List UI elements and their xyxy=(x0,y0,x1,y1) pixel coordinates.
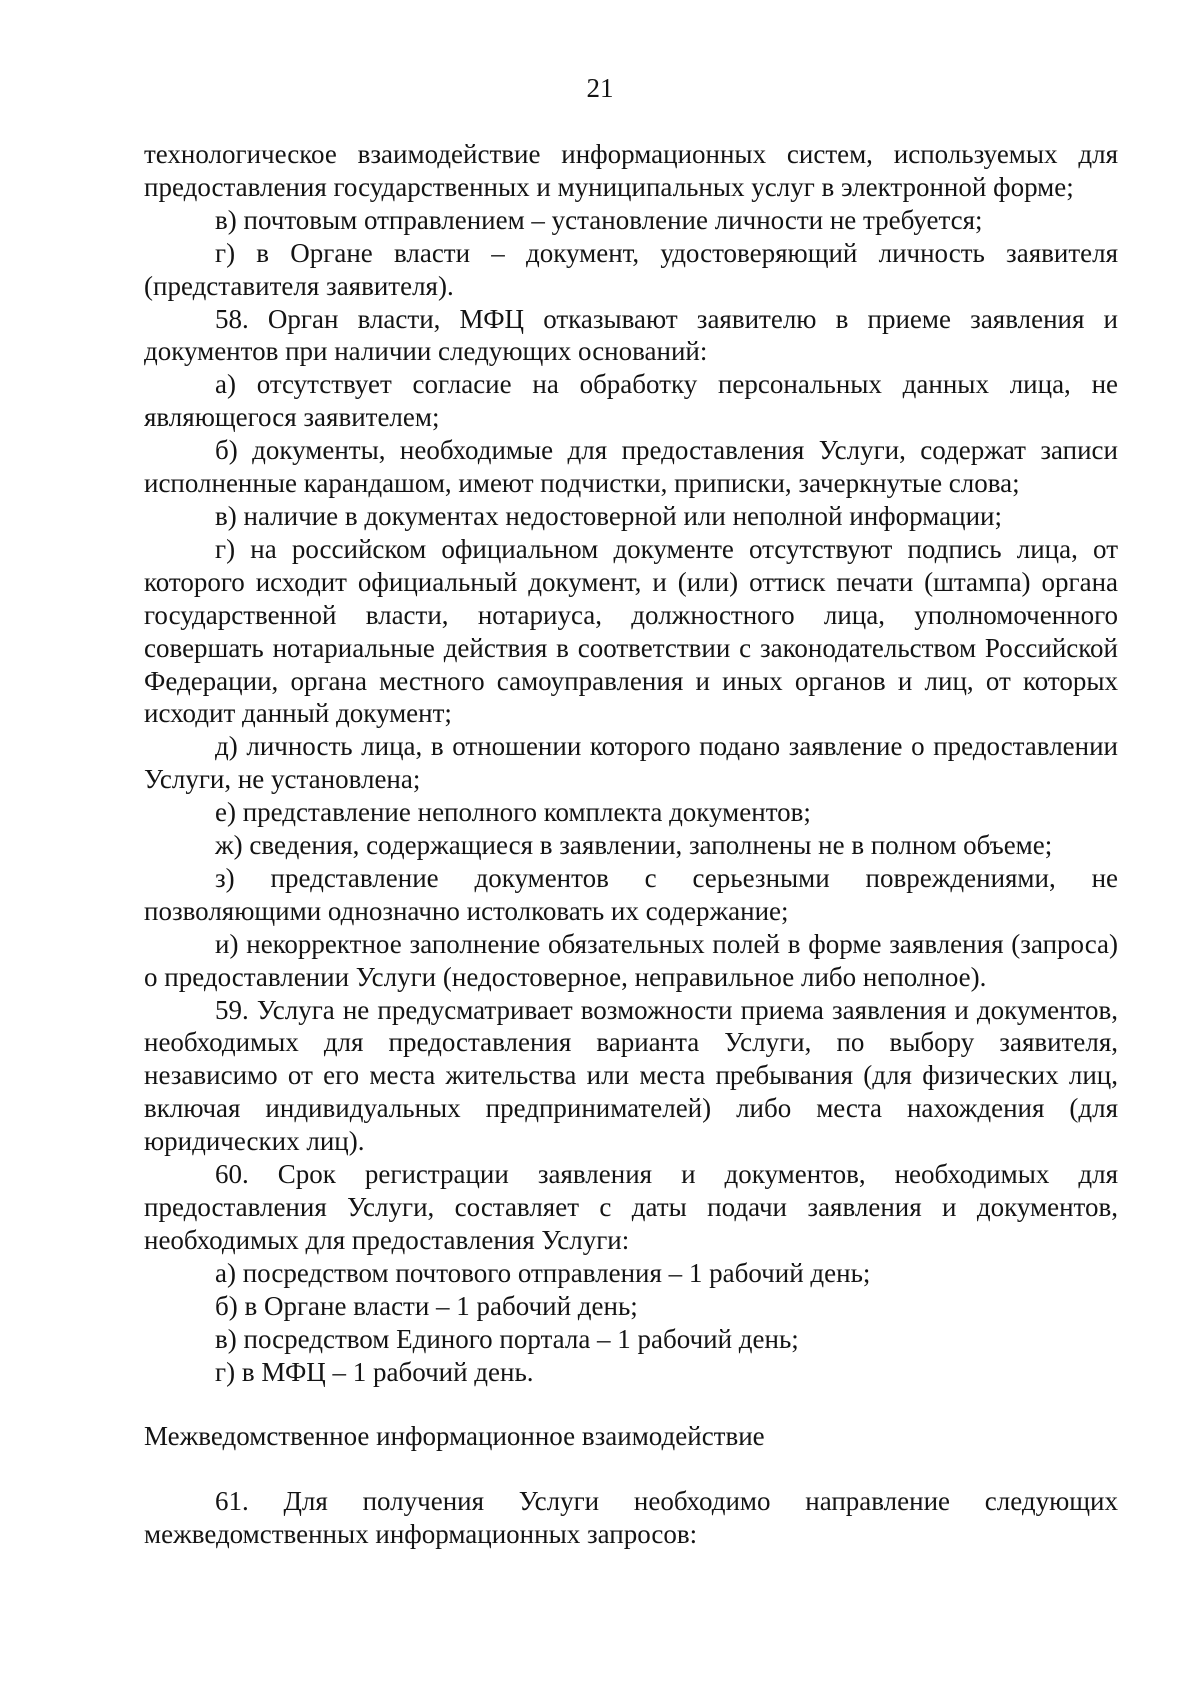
paragraph: а) посредством почтового отправления – 1 рабочий день; xyxy=(215,1257,871,1288)
paragraphs-after-heading xyxy=(144,1485,1118,1551)
paragraph: б) документы, необходимые для предоставления Услуги, содержат записи исполненные карандашом, имеют подчистки, приписки, зачеркнутые слова; xyxy=(144,435,1118,499)
paragraph: з) представление документов с серьезными повреждениями, не позволяющими однозначно истолковать их содержание; xyxy=(144,862,1118,926)
paragraph: в) почтовым отправлением – установление личности не требуется; xyxy=(215,204,983,235)
paragraph: 59. Услуга не предусматривает возможности приема заявления и документов, необходимых для предоставления варианта Услуги, по выбору заявителя, независимо от его места жительства или места пребывания (для физических лиц, включая индивидуальных предпринимателей) либо места нахождения (для юридических лиц). xyxy=(144,994,1118,1157)
document-body xyxy=(144,138,1118,1551)
paragraph: 58. Орган власти, МФЦ отказывают заявителю в приеме заявления и документов при наличии следующих оснований: xyxy=(144,303,1118,367)
paragraph: ж) сведения, содержащиеся в заявлении, заполнены не в полном объеме; xyxy=(215,830,1053,861)
page-number: 21 xyxy=(586,73,614,103)
paragraph: и) некорректное заполнение обязательных полей в форме заявления (запроса) о предоставлении Услуги (недостоверное, неправильное либо неполное). xyxy=(144,928,1118,992)
paragraph: г) в МФЦ – 1 рабочий день. xyxy=(215,1356,534,1387)
paragraph: б) в Органе власти – 1 рабочий день; xyxy=(215,1290,638,1321)
paragraph: 60. Срок регистрации заявления и документов, необходимых для предоставления Услуги, составляет с даты подачи заявления и документов, необходимых для предоставления Услуги: xyxy=(144,1159,1118,1255)
paragraph: е) представление неполного комплекта документов; xyxy=(215,797,811,828)
paragraph: д) личность лица, в отношении которого подано заявление о предоставлении Услуги, не установлена; xyxy=(144,731,1118,795)
paragraph: в) посредством Единого портала – 1 рабочий день; xyxy=(215,1323,799,1354)
paragraph: г) в Органе власти – документ, удостоверяющий личность заявителя (представителя заявителя). xyxy=(144,237,1118,301)
paragraphs-before-heading xyxy=(144,138,1118,1388)
paragraph: в) наличие в документах недостоверной или неполной информации; xyxy=(215,500,1002,531)
paragraph: г) на российском официальном документе отсутствуют подпись лица, от которого исходит официальный документ, и (или) оттиск печати (штампа) органа государственной власти, нотариуса, должностного лица, уполномоченного совершать нотариальные действия в соответствии с законодательством Российской Федерации, органа местного самоуправления и иных органов и лиц, от которых исходит данный документ; xyxy=(144,533,1118,729)
section-heading: Межведомственное информационное взаимодействие xyxy=(144,1421,765,1452)
paragraph: технологическое взаимодействие информационных систем, используемых для предоставления государственных и муниципальных услуг в электронной форме; xyxy=(144,139,1118,202)
paragraph: а) отсутствует согласие на обработку персональных данных лица, не являющегося заявителем; xyxy=(144,369,1118,433)
paragraph: 61. Для получения Услуги необходимо направление следующих межведомственных информационных запросов: xyxy=(144,1486,1118,1550)
